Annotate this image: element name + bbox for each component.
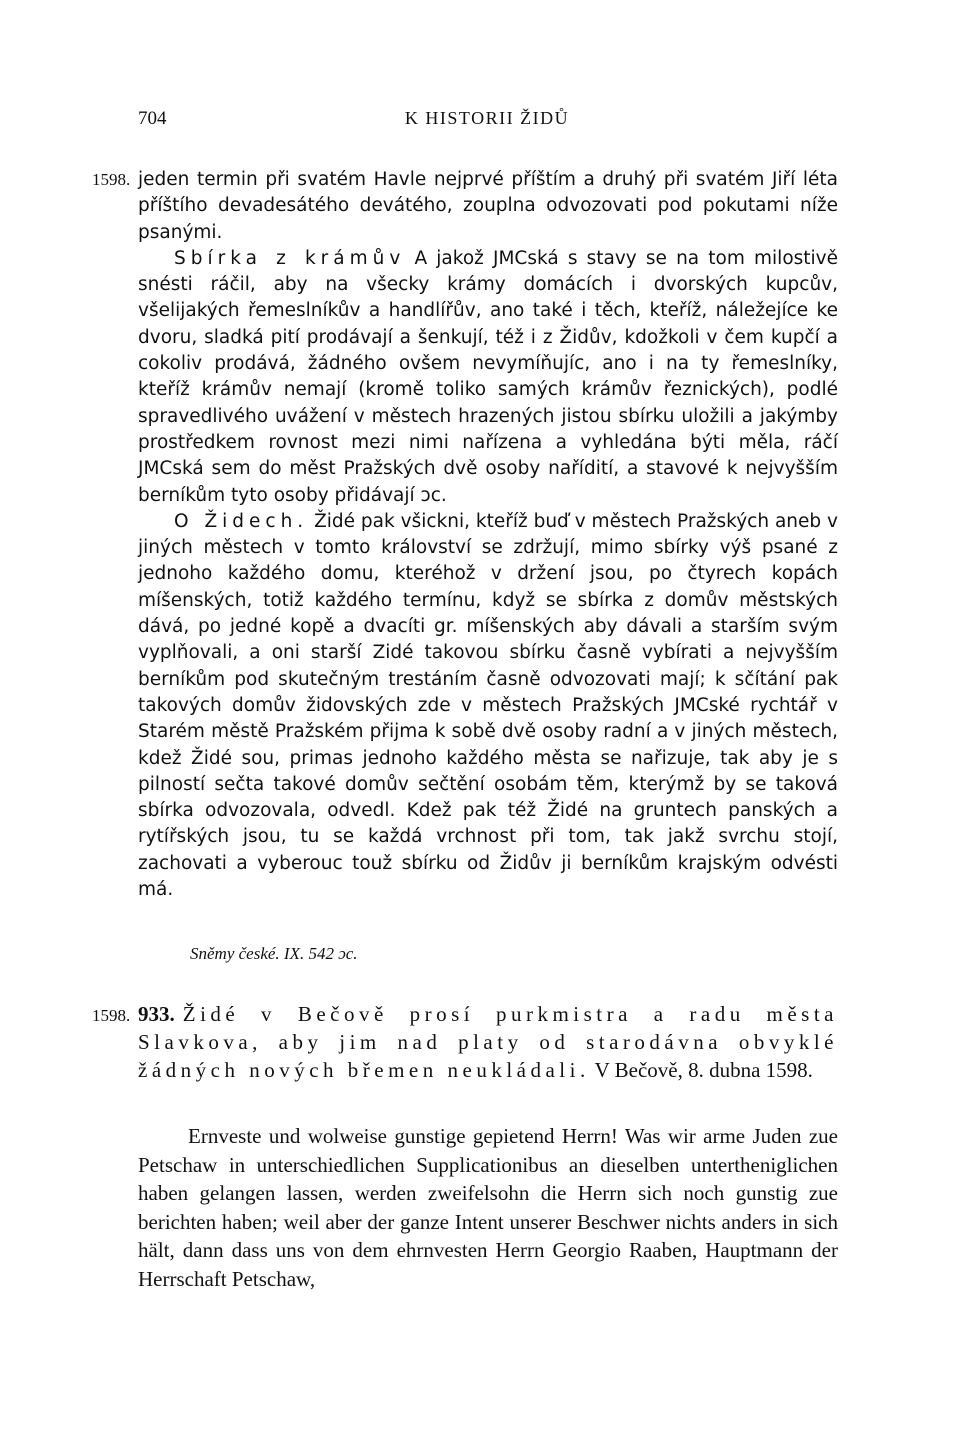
section-text: [138, 167, 838, 903]
german-text: [138, 1122, 838, 1293]
paragraph: [138, 509, 838, 903]
page-header: [138, 108, 836, 134]
source-citation: Sněmy české. IX. 542 ɔc.: [190, 944, 358, 963]
running-head: K HISTORII ŽIDŮ: [404, 108, 570, 128]
margin-year: 1598.: [92, 170, 131, 189]
margin-year: 1598.: [92, 1006, 131, 1025]
paragraph: jeden termin při svatém Havle nejprvé příštím a druhý při svatém Jiří léta příštího devadesátého devátého, zouplna odvozovati pod pokutami níže psanými.: [138, 169, 838, 243]
section-heading: O Židech.: [174, 510, 309, 532]
paragraph-text: A jakož JMCská s stavy se na tom milostivě snésti ráčil, aby na všecky krámy domácích i dvorských kupcův, všelijakých řemeslníkův a handlířův, ano také i těch, kteříž, náležejíce ke dvoru, sladká pití prodávají a šenkují, též i z Židův, kdožkoli v čem kupčí a cokoliv prodává, žádného ovšem nevymíňujíc, ano i na ty řemeslníky, kteříž krámův nemají (kromě toliko samých krámův řeznických), podlé spravedlivého uvážení v městech hrazených jistou sbírku uložili a jakýmby prostředkem rovnost mezi nimi nařízena a vyhledána býti měla, ráčí JMCská sem do měst Pražských dvě osoby nařídití, a stavové k nejvyšším berníkům tyto osoby přidávají ɔc.: [138, 247, 839, 506]
document-number: 933.: [138, 1002, 175, 1026]
paragraph-text: Židé pak všickni, kteříž buď v městech Pražských aneb v jiných městech v tomto království se zdržují, mimo sbírky výš psané z jednoho každého domu, kteréhož v držení jsou, po čtyrech kopách míšenských, totiž každého termínu, když se sbírka z domův městských dává, po jedné kopě a dvacíti gr. míšenských aby dávali a starším svým vyplňovali, a oni starší Zidé takovou sbírku časně vybírati a nejvyšším berníkům pod skutečným trestáním časně odvozovati mají; k sčítání pak takových domův židovských zde v městech Pražských JMCské rychtář v Starém městě Pražském přijma k sobě dvě osoby radní a v jiných městech, kdež Židé sou, primas jednoho každého města se nařizuje, tak aby je s pilností sečta takové domův sečtění osobám těm, kterýmž by se taková sbírka odvozovala, odvedl. Kdež pak též Židé na gruntech panských a rytířských jsou, tu se každá vrchnost při tom, tak jakž svrchu stojí, zachovati a vyberouc touž sbírku od Židův ji berníkům krajským odvésti má.: [138, 510, 838, 901]
section-heading: Sbírka z krámův: [174, 247, 406, 269]
paragraph: Ernveste und wolweise gunstige gepietend Herrn! Was wir arme Juden zue Petschaw in unterschiedlichen Supplicationibus an dieselben untertheniglichen haben gelangen lassen, werden zweifelsohn die Herrn sich noch gunstig zue berichten haben; weil aber der ganze Intent unserer Beschwer nichts anders in sich hält, dann dass uns von dem ehrnvesten Herrn Georgio Raaben, Hauptmann der Herrschaft Petschaw,: [138, 1124, 838, 1291]
paragraph: [138, 246, 838, 509]
page-number: 704: [138, 108, 167, 129]
document-heading: [138, 1000, 838, 1084]
document-title: Židé v Bečově prosí purkmistra a radu města Slavkova, aby jim nad platy od starodávna obvyklé žádných nových břemen neukládali.: [138, 1002, 838, 1082]
document-dateline: V Bečově, 8. dubna 1598.: [594, 1058, 813, 1082]
